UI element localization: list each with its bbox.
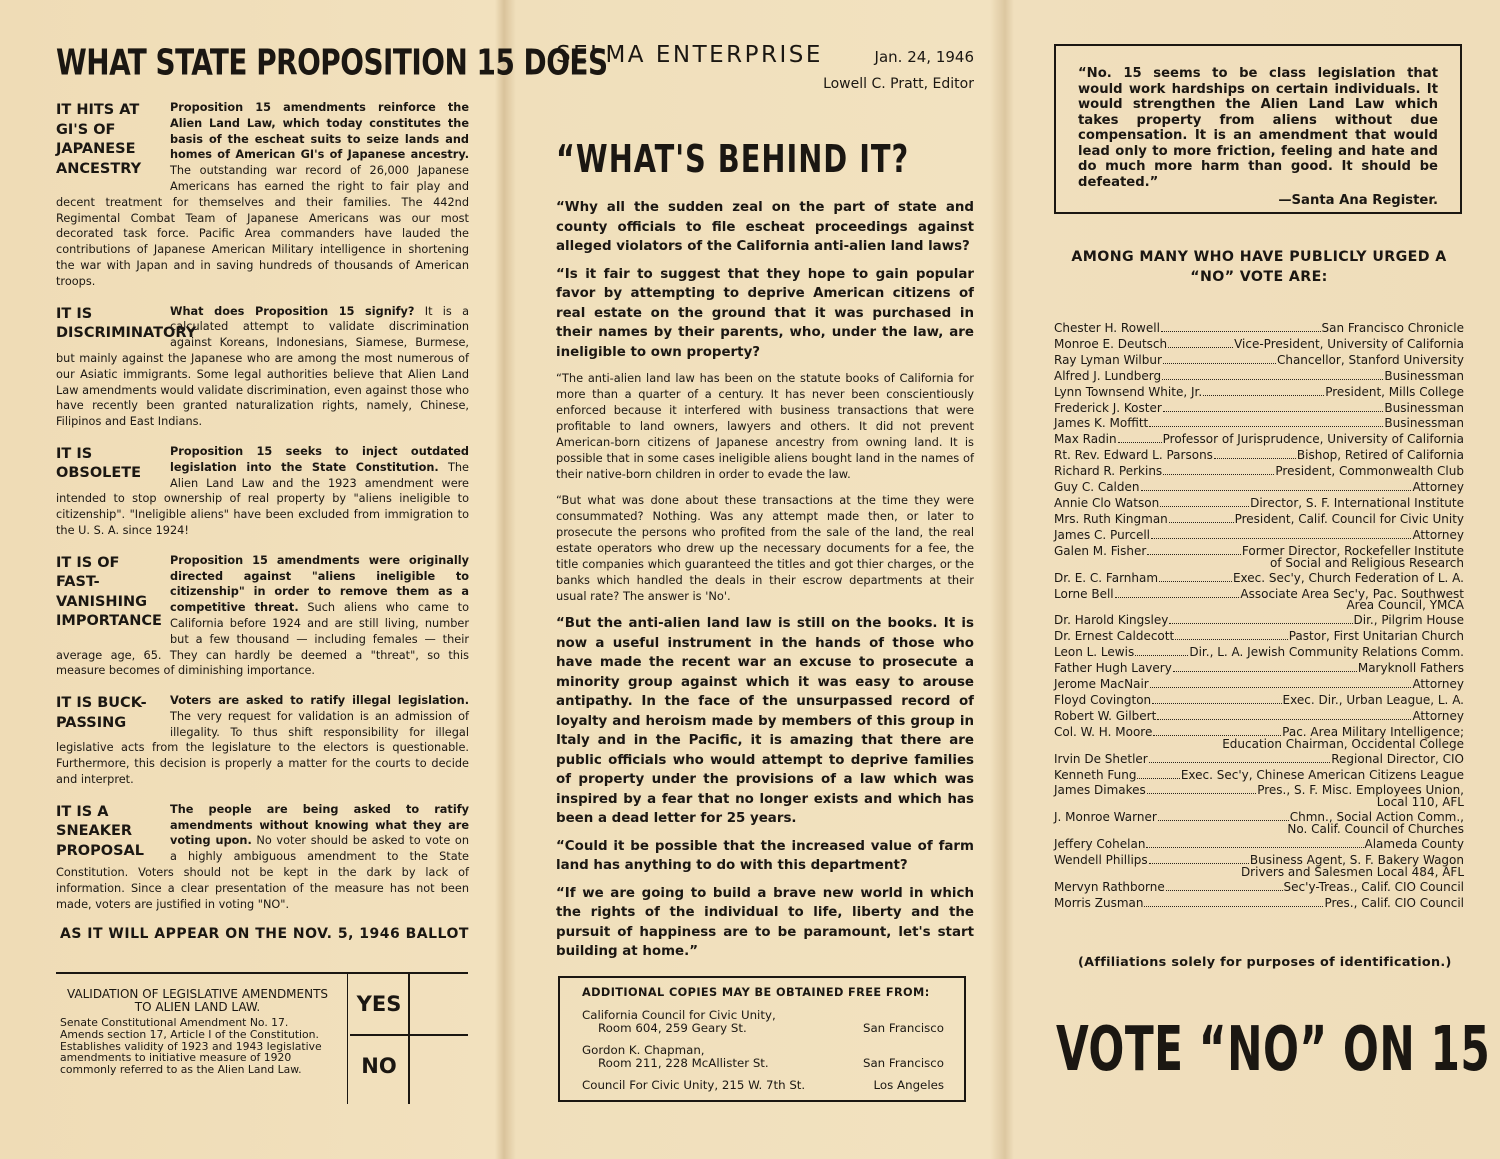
- copies-entry: [582, 1057, 944, 1071]
- argument-section: [56, 304, 469, 430]
- ballot-caption: AS IT WILL APPEAR ON THE NOV. 5, 1946 BALLOT: [60, 926, 469, 943]
- endorser-affiliation-continued: Area Council, YMCA: [1346, 598, 1464, 613]
- dot-leader: [1149, 863, 1249, 864]
- right-panel: [1012, 0, 1500, 1159]
- endorser-row: [1054, 432, 1464, 448]
- copies-entry-name: California Council for Civic Unity,: [582, 1007, 776, 1022]
- copies-entry: [582, 1022, 944, 1036]
- endorser-row: [1054, 353, 1464, 369]
- argument-text: Such aliens who came to California before 1924 and are still living, number but a few thousand — including females — their average age, 65. They can hardly be deemed a "threat", so this measure becomes of diminishing importance.: [56, 601, 470, 678]
- endorser-name: Lynn Townsend White, Jr.: [1054, 384, 1203, 399]
- endorser-name: Dr. Ernest Caldecott: [1054, 629, 1175, 644]
- endorser-name: Jeffery Cohelan: [1054, 837, 1146, 852]
- dot-leader: [1149, 426, 1383, 427]
- dot-leader: [1147, 554, 1241, 555]
- endorser-name: Jerome MacNair: [1054, 677, 1149, 692]
- endorser-affiliation: Vice-President, University of California: [1234, 336, 1464, 351]
- additional-copies-box: [558, 976, 966, 1102]
- endorser-name: Father Hugh Lavery: [1054, 661, 1172, 676]
- dot-leader: [1147, 793, 1256, 794]
- copies-entry: [582, 1079, 944, 1093]
- endorser-row: [1054, 837, 1464, 853]
- dot-leader: [1173, 671, 1357, 672]
- endorser-row: [1054, 448, 1464, 464]
- argument-lead: Proposition 15 amendments were originally directed against "aliens ineligible to citizenship" in order to remove them as a competitive threat.: [170, 553, 469, 615]
- argument-section: [56, 693, 469, 788]
- argument-lead: The people are being asked to ratify amendments without knowing what they are voting upon.: [170, 802, 469, 848]
- dot-leader: [1214, 458, 1296, 459]
- dot-leader: [1152, 703, 1281, 704]
- dot-leader: [1158, 820, 1289, 821]
- endorser-row: [1054, 480, 1464, 496]
- endorser-name: Mrs. Ruth Kingman: [1054, 511, 1168, 526]
- endorser-affiliation: San Francisco Chronicle: [1321, 321, 1464, 335]
- argument-heading: IT IS OBSOLETE: [56, 445, 142, 482]
- dot-leader: [1161, 331, 1321, 332]
- endorser-name: Ray Lyman Wilbur: [1054, 352, 1162, 367]
- additional-copies-list: [582, 1009, 944, 1093]
- endorser-affiliation: Businessman: [1384, 416, 1464, 431]
- argument-text: The very request for validation is an admission of illegality. To thus shift responsibility for illegal legislative acts from the legislature to the electors is questionable. Furthermore, this decision is properly a matter for the courts to decide and interpret.: [56, 709, 469, 787]
- argument-section: [56, 802, 469, 913]
- editor-line: Lowell C. Pratt, Editor: [823, 76, 974, 92]
- endorser-row: [1054, 613, 1464, 629]
- argument-heading: IT IS BUCK-PASSING: [56, 695, 147, 731]
- editorial-paragraph-1: “The anti-alien land law has been on the statute books of California for more than a quarter of a century. It has never been conscientiously enforced because it interfered with business transactions that were profitable to land owners, lawyers and others. It did not prevent American-born citizens of Japanese ancestry from owning land. It is possible that in some cases ineligible aliens bought land in the names of their native-born children in order to evade the law.: [556, 371, 974, 481]
- editorial-paragraph-3: “But the anti-alien land law is still on the books. It is now a useful instrument in the hands of those who have made the recent war an excuse to prosecute a minority group against which it was easy to arouse antipathy. In the face of the unsurpassed record of loyalty and heroism made by members of this group in Italy and in the Pacific, it is amazing that there are public officials who would attempt to deprive families of property under the provisions of a law which was inspired by a fear that no longer exists and which has been a dead letter for 25 years.: [556, 616, 974, 826]
- endorser-affiliation: President, Commonwealth Club: [1275, 464, 1464, 479]
- dot-leader: [1159, 581, 1232, 582]
- endorser-row: [1054, 709, 1464, 725]
- copies-entry-address: Room 604, 259 Geary St.: [598, 1021, 747, 1035]
- endorser-affiliation: Attorney: [1412, 708, 1464, 723]
- ballot-measure-text: [56, 974, 348, 1104]
- ballot-yes-label: YES: [356, 992, 402, 1016]
- endorser-row: [1054, 337, 1464, 353]
- copies-entry-address: Council For Civic Unity, 215 W. 7th St.: [582, 1077, 806, 1092]
- endorsers-heading: AMONG MANY WHO HAVE PUBLICLY URGED A “NO” VOTE ARE:: [1071, 249, 1447, 285]
- dot-leader: [1163, 363, 1276, 364]
- argument-lead: What does Proposition 15 signify?: [170, 304, 415, 318]
- endorser-name: Rt. Rev. Edward L. Parsons: [1054, 448, 1213, 463]
- newspaper-quote: “No. 15 seems to be class legislation that would work hardships on certain individuals. It would strengthen the Alien Land Law which takes property from aliens without due compensation. It is an amendment that would lead only to more friction, feeling and hate and do much more harm than good. It should be defeated.”: [1078, 66, 1438, 190]
- endorser-row: [1054, 385, 1464, 401]
- ballot-no-label: NO: [361, 1054, 397, 1078]
- endorser-row: [1054, 768, 1464, 784]
- copies-entry-name: Gordon K. Chapman,: [582, 1042, 705, 1057]
- copies-entry-city: San Francisco: [862, 1056, 944, 1070]
- endorser-row: [1054, 645, 1464, 661]
- endorser-name: Mervyn Rathborne: [1054, 880, 1165, 895]
- endorser-row: [1054, 896, 1464, 912]
- endorser-row: [1054, 496, 1464, 512]
- endorser-affiliation: Attorney: [1412, 677, 1464, 692]
- dot-leader: [1203, 395, 1324, 396]
- argument-heading: IT IS DISCRIMINATORY: [56, 305, 197, 342]
- endorser-row: [1054, 661, 1464, 677]
- endorser-affiliation: Bishop, Retired of California: [1296, 448, 1464, 463]
- argument-sections: [56, 100, 469, 912]
- additional-copies-heading: ADDITIONAL COPIES MAY BE OBTAINED FREE FROM:: [582, 986, 930, 999]
- argument-text: No voter should be asked to vote on a highly ambiguous amendment to the State Constitution. Voters should not be kept in the dark by lack of information. Since a clear presentation of the measure has not been made, voters are justified in voting "NO".: [56, 834, 469, 911]
- endorser-name: Frederick J. Koster: [1054, 400, 1162, 415]
- endorsers-list: [1054, 321, 1464, 912]
- dot-leader: [1150, 687, 1412, 688]
- endorser-name: Leon L. Lewis: [1054, 645, 1135, 660]
- endorser-affiliation: Alameda County: [1364, 837, 1464, 852]
- endorser-name: Guy C. Calden: [1054, 480, 1140, 495]
- endorser-name: Dr. E. C. Farnham: [1054, 570, 1159, 585]
- endorser-row: [1054, 416, 1464, 432]
- endorser-name: Col. W. H. Moore: [1054, 724, 1153, 739]
- endorser-affiliation: Former Director, Rockefeller Institute: [1241, 543, 1464, 558]
- endorser-name: Annie Clo Watson: [1054, 495, 1160, 510]
- endorser-affiliation: Pastor, First Unitarian Church: [1288, 629, 1464, 644]
- endorser-row: [1054, 512, 1464, 528]
- dot-leader: [1157, 719, 1411, 720]
- endorser-row: [1054, 880, 1464, 896]
- endorser-name: Wendell Phillips: [1054, 853, 1148, 868]
- endorser-affiliation: Dir., L. A. Jewish Community Relations Comm.: [1189, 645, 1464, 660]
- endorser-name: Robert W. Gilbert: [1054, 708, 1157, 723]
- dot-leader: [1135, 655, 1188, 656]
- endorser-affiliation: Exec. Sec'y, Church Federation of L. A.: [1232, 570, 1464, 585]
- endorser-affiliation: Associate Area Sec'y, Pac. Southwest: [1240, 586, 1464, 601]
- argument-section: [56, 444, 469, 539]
- endorser-name: Kenneth Fung: [1054, 767, 1137, 782]
- endorser-row: [1054, 464, 1464, 480]
- endorser-name: Lorne Bell: [1054, 586, 1114, 601]
- editorial-paragraph-2: “But what was done about these transactions at the time they were consummated? Nothing. Was any attempt made then, or later to prosecute the persons who profited from the sale of the land, the real estate operators who drew up the necessary documents for a fee, the title companies which guaranteed the titles and got thier charges, or the banks which handled the deals in their escrow departments at their usual rate? The answer is 'No'.: [556, 493, 974, 603]
- endorser-affiliation: President, Calif. Council for Civic Unity: [1234, 511, 1464, 526]
- dot-leader: [1151, 538, 1411, 539]
- dot-leader: [1163, 474, 1274, 475]
- dot-leader: [1153, 735, 1281, 736]
- dot-leader: [1160, 506, 1249, 507]
- endorser-name: Morris Zusman: [1054, 896, 1144, 910]
- dot-leader: [1169, 522, 1234, 523]
- endorser-affiliation-continued: Local 110, AFL: [1376, 795, 1464, 810]
- endorser-affiliation-continued: Education Chairman, Occidental College: [1222, 736, 1464, 751]
- editorial-question-2: “Is it fair to suggest that they hope to gain popular favor by attempting to deprive American citizens of real estate on the ground that it was purchased in their names by their parents, who, under the law, are ineligible to own property?: [556, 266, 974, 360]
- endorser-name: James Dimakes: [1054, 783, 1146, 798]
- ballot-measure-description: Senate Constitutional Amendment No. 17. Amends section 17, Article I of the Constitution. Establishes validity of 1923 and 1943 legislative amendments to initiative measure of 1920 commonly referred to as the Alien Land Law.: [60, 1016, 322, 1077]
- editorial-headline: “WHAT'S BEHIND IT?: [556, 136, 910, 182]
- endorser-name: James K. Moffitt: [1054, 416, 1149, 431]
- newspaper-date: Jan. 24, 1946: [874, 48, 974, 66]
- endorser-affiliation: Professor of Jurisprudence, University of California: [1162, 432, 1464, 447]
- argument-text: The Alien Land Law and the 1923 amendment were intended to stop ownership of real property by "aliens ineligible to citizenship". "Ineligible aliens" have been excluded from immigration to the U. S. A. since 1924!: [56, 460, 470, 537]
- dot-leader: [1168, 347, 1233, 348]
- argument-lead: Voters are asked to ratify illegal legislation.: [170, 694, 469, 708]
- dot-leader: [1175, 639, 1288, 640]
- endorser-name: Galen M. Fisher: [1054, 543, 1147, 558]
- endorser-row: [1054, 629, 1464, 645]
- dot-leader: [1162, 379, 1383, 380]
- dot-leader: [1166, 890, 1283, 891]
- dot-leader: [1115, 597, 1240, 598]
- endorser-row: [1054, 401, 1464, 417]
- newspaper-quote-box: [1054, 44, 1462, 214]
- dot-leader: [1146, 847, 1363, 848]
- endorser-affiliation: Pres., Calif. CIO Council: [1324, 896, 1464, 910]
- endorser-name: Dr. Harold Kingsley: [1054, 613, 1169, 628]
- endorser-row: [1054, 369, 1464, 385]
- editorial-closing: “If we are going to build a brave new world in which the rights of the individual to life, liberty and the pursuit of happiness are to be paramount, let's start building at home.”: [556, 885, 974, 959]
- endorser-row: [1054, 693, 1464, 709]
- endorser-name: Monroe E. Deutsch: [1054, 336, 1168, 351]
- endorser-name: J. Monroe Warner: [1054, 810, 1157, 825]
- endorser-affiliation: President, Mills College: [1325, 384, 1464, 399]
- copies-entry-city: Los Angeles: [873, 1077, 944, 1092]
- endorser-name: Irvin De Shetler: [1054, 751, 1148, 766]
- dot-leader: [1137, 778, 1179, 779]
- endorser-affiliation: Maryknoll Fathers: [1357, 661, 1464, 676]
- argument-text: It is a calculated attempt to validate discrimination against Koreans, Indonesians, Siamese, Burmese, but mainly against the Japanese who are among the most numerous of our Asiatic immigrants. Some legal authorities believe that Alien Land Law amendments would validate discrimination, even against those who have recently been granted naturalization rights, namely, Chinese, Filipinos and East Indians.: [56, 304, 469, 429]
- argument-lead: Proposition 15 seeks to inject outdated legislation into the State Constitution.: [170, 444, 469, 474]
- endorser-row: [1054, 321, 1464, 337]
- argument-heading: IT IS OF FAST-VANISHING IMPORTANCE: [56, 554, 162, 630]
- endorser-affiliation: Chmn., Social Action Comm.,: [1289, 810, 1464, 825]
- dot-leader: [1149, 762, 1330, 763]
- editorial-question-1: “Why all the sudden zeal on the part of state and county officials to file escheat proceedings against alleged violators of the California anti-alien land laws?: [556, 200, 974, 254]
- ballot-measure-title: VALIDATION OF LEGISLATIVE AMENDMENTS TO ALIEN LAND LAW.: [66, 987, 329, 1014]
- endorser-affiliation: Sec'y-Treas., Calif. CIO Council: [1283, 880, 1464, 895]
- dot-leader: [1144, 906, 1323, 907]
- argument-lead: Proposition 15 amendments reinforce the Alien Land Law, which today constitutes the basis of the escheat suits to seize lands and homes of American GI's of Japanese ancestry.: [170, 101, 469, 162]
- endorser-affiliation: Business Agent, S. F. Bakery Wagon: [1249, 853, 1464, 868]
- ballot-divider: [408, 974, 410, 1104]
- dot-leader: [1141, 490, 1412, 491]
- endorser-name: Alfred J. Lundberg: [1054, 368, 1162, 383]
- copies-entry-city: San Francisco: [862, 1021, 944, 1035]
- dot-leader: [1118, 442, 1162, 443]
- endorser-affiliation: Chancellor, Stanford University: [1276, 352, 1464, 367]
- endorser-affiliation: Pres., S. F. Misc. Employees Union,: [1257, 783, 1464, 798]
- affiliations-note: (Affiliations solely for purposes of identification.): [1078, 955, 1452, 970]
- endorser-affiliation: Exec. Dir., Urban League, L. A.: [1282, 692, 1464, 707]
- dot-leader: [1169, 623, 1352, 624]
- endorser-affiliation: Regional Director, CIO: [1331, 751, 1464, 766]
- ballot-row-divider: [350, 1034, 468, 1036]
- endorser-row: [1054, 571, 1464, 587]
- masthead: [556, 42, 974, 68]
- argument-section: [56, 553, 469, 679]
- endorser-affiliation: Exec. Sec'y, Chinese American Citizens League: [1180, 767, 1464, 782]
- dot-leader: [1163, 411, 1384, 412]
- editorial-question-3: “Could it be possible that the increased value of farm land has anything to do with this department?: [556, 838, 974, 873]
- endorser-affiliation: Businessman: [1384, 368, 1464, 383]
- endorser-row: [1054, 528, 1464, 544]
- argument-section: [56, 100, 469, 290]
- argument-heading: IT IS A SNEAKER PROPOSAL: [56, 803, 144, 859]
- endorser-affiliation: Attorney: [1412, 480, 1464, 495]
- endorser-name: James C. Purcell: [1054, 527, 1150, 542]
- ballot-sample: [56, 972, 468, 1104]
- endorser-name: Floyd Covington: [1054, 692, 1152, 707]
- endorser-row: [1054, 752, 1464, 768]
- vote-no-slogan: VOTE “NO” ON 15: [1056, 1014, 1491, 1086]
- endorser-row: [1054, 677, 1464, 693]
- argument-heading: IT HITS AT GI'S OF JAPANESE ANCESTRY: [56, 102, 142, 177]
- copies-entry-address: Room 211, 228 McAllister St.: [598, 1056, 769, 1070]
- endorser-affiliation-continued: Drivers and Salesmen Local 484, AFL: [1240, 865, 1464, 880]
- endorser-affiliation: Attorney: [1412, 527, 1464, 542]
- quote-source: —Santa Ana Register.: [1278, 193, 1438, 208]
- endorser-affiliation: Dir., Pilgrim House: [1353, 613, 1464, 628]
- endorser-affiliation: Director, S. F. International Institute: [1250, 495, 1464, 510]
- endorser-name: Chester H. Rowell: [1054, 321, 1160, 335]
- page-title: WHAT STATE PROPOSITION 15 DOES: [56, 42, 608, 84]
- endorser-affiliation: Pac. Area Military Intelligence;: [1282, 724, 1464, 739]
- endorser-affiliation-continued: No. Calif. Council of Churches: [1287, 822, 1464, 837]
- argument-text: The outstanding war record of 26,000 Japanese Americans has earned the right to fair play and decent treatment for themselves and their families. The 442nd Regimental Combat Team of Japanese Americans was our most decorated task force. Pacific Area commanders have lauded the contributions of Japanese American Military intelligence in shortening the war with Japan and in saving hundreds of thousands of American troops.: [56, 164, 469, 288]
- endorser-affiliation-continued: of Social and Religious Research: [1269, 555, 1464, 570]
- newspaper-name: SELMA ENTERPRISE: [556, 42, 823, 68]
- endorser-name: Richard R. Perkins: [1054, 464, 1163, 479]
- endorser-name: Max Radin: [1054, 432, 1117, 447]
- endorser-affiliation: Businessman: [1384, 400, 1464, 415]
